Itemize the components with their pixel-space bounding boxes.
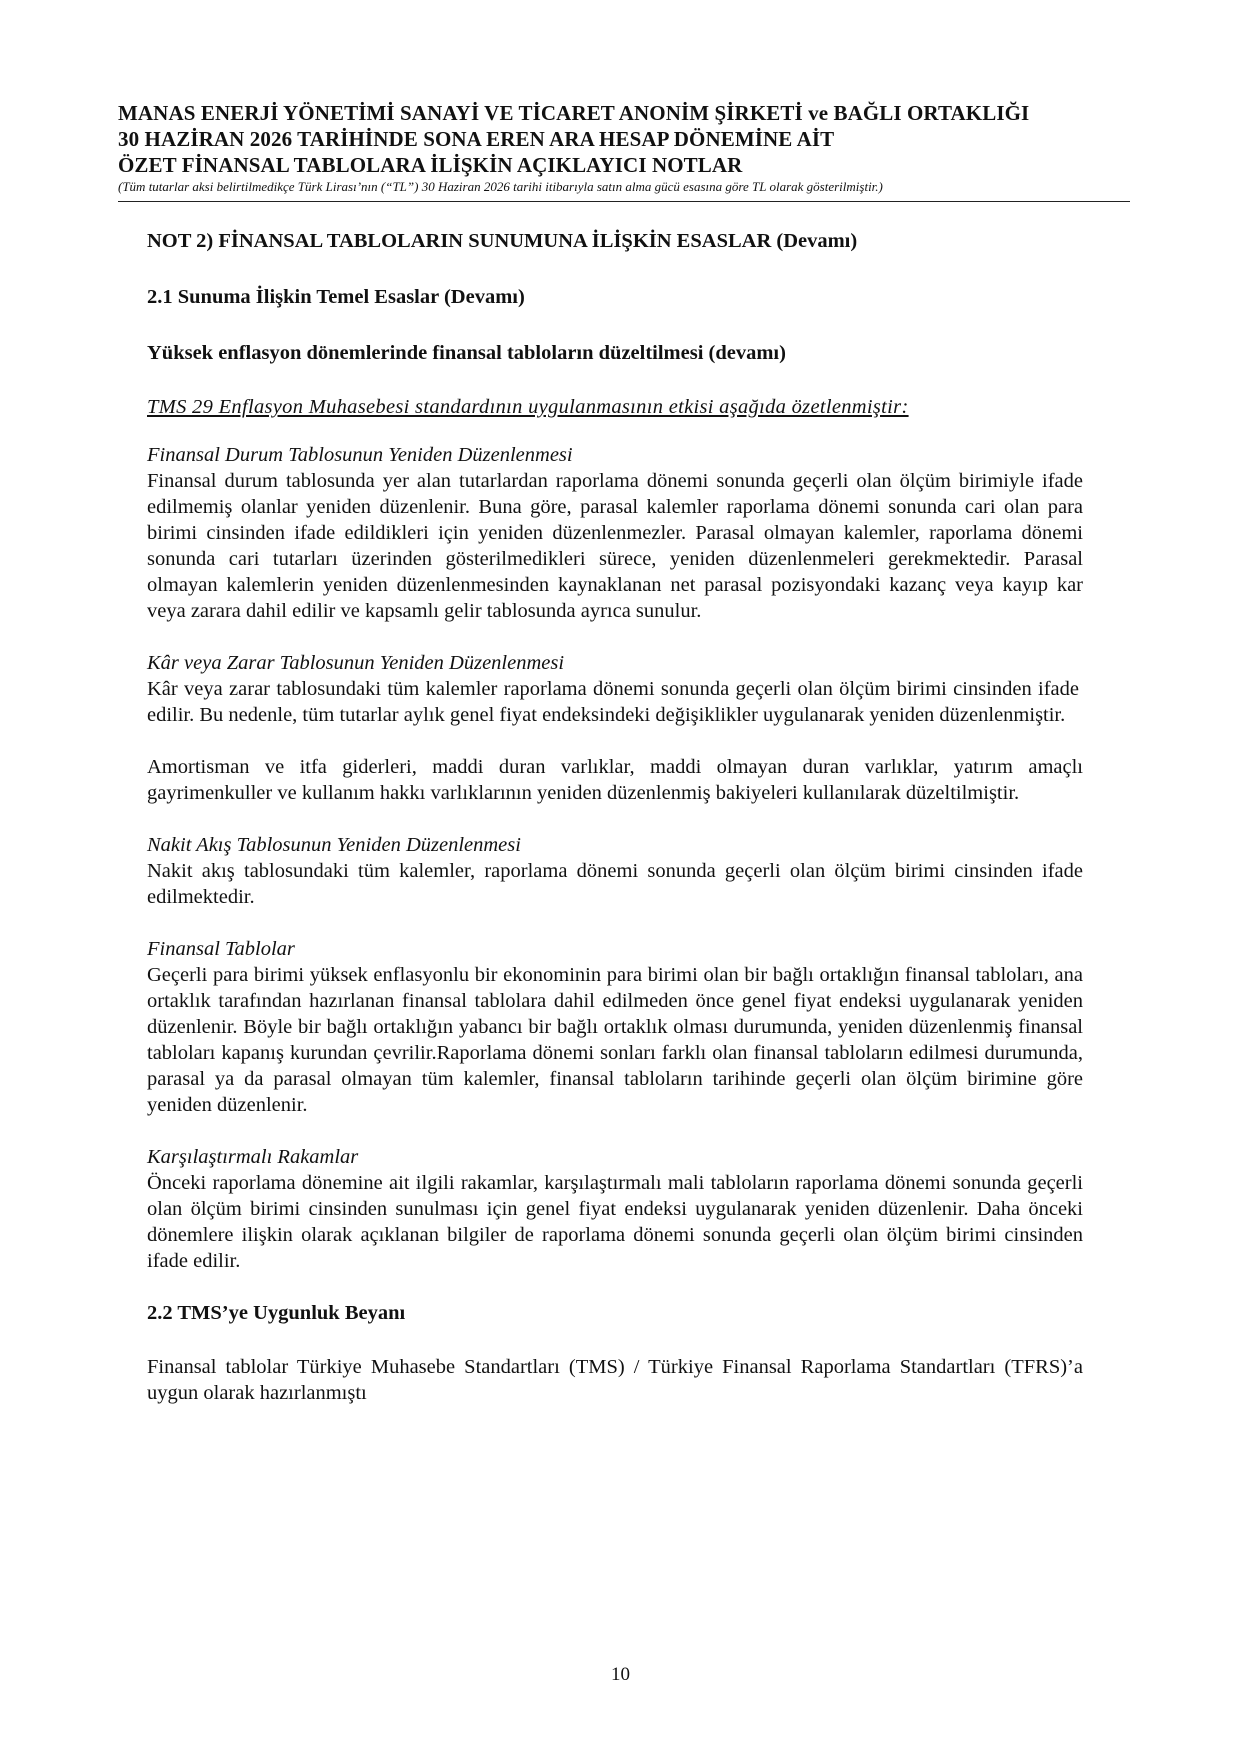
notes-title: ÖZET FİNANSAL TABLOLARA İLİŞKİN AÇIKLAYICI NOTLAR: [118, 153, 743, 177]
comparatives-heading: Karşılaştırmalı Rakamlar: [147, 1146, 359, 1168]
page-header: [118, 100, 1128, 196]
cash-flow-heading: Nakit Akış Tablosunun Yeniden Düzenlenmesi: [147, 834, 521, 856]
depreciation-text: Amortisman ve itfa giderleri, maddi duran varlıklar, maddi olmayan duran varlıklar, yatırım amaçlı gayrimenkuller ve kullanım hakkı varlıklarının yeniden düzenlenmiş bakiyeleri kullanılarak düzeltilmiştir.: [147, 756, 1083, 804]
section-title: NOT 2) FİNANSAL TABLOLARIN SUNUMUNA İLİŞKİN ESASLAR (Devamı): [147, 230, 858, 252]
cash-flow-text: Nakit akış tablosundaki tüm kalemler, raporlama dönemi sonunda geçerli olan ölçüm birimi cinsinden ifade edilmektedir.: [147, 860, 1083, 908]
period-title: 30 HAZİRAN 2026 TARİHİNDE SONA EREN ARA HESAP DÖNEMİNE AİT: [118, 127, 835, 151]
company-title: MANAS ENERJİ YÖNETİMİ SANAYİ VE TİCARET ANONİM ŞİRKETİ ve BAĞLI ORTAKLIĞI: [118, 101, 1030, 125]
profit-loss-text: Kâr veya zarar tablosundaki tüm kalemler raporlama dönemi sonunda geçerli olan ölçüm birimi cinsinden ifade edilir. Bu nedenle, tüm tutarlar aylık genel fiyat endeksindeki değişiklikler uygulanarak yeniden düzenlenmiştir.: [147, 678, 1079, 726]
profit-loss-heading: Kâr veya Zarar Tablosunun Yeniden Düzenlenmesi: [147, 652, 565, 674]
intro-heading: TMS 29 Enflasyon Muhasebesi standardının uygulanmasının etkisi aşağıda özetlenmiştir:: [147, 396, 909, 418]
compliance-heading: 2.2 TMS’ye Uygunluk Beyanı: [147, 1302, 406, 1324]
subsection-title: 2.1 Sunuma İlişkin Temel Esaslar (Devamı): [147, 286, 525, 308]
financial-statements-text: Geçerli para birimi yüksek enflasyonlu bir ekonominin para birimi olan bir bağlı ortaklığın finansal tabloları, ana ortaklık tarafından hazırlanan finansal tablolara dahil edilmeden önce genel fiyat endeksi uygulanarak yeniden düzenlenir. Böyle bir bağlı ortaklığın yabancı bir bağlı ortaklık olması durumunda, yeniden düzenlenmiş finansal tabloları kapanış kurundan çevrilir.Raporlama dönemi sonları farklı olan finansal tabloların edilmesi durumunda, parasal ya da parasal olmayan tüm kalemler, finansal tabloların tarihinde geçerli olan ölçüm birimine göre yeniden düzenlenir.: [147, 964, 1083, 1116]
currency-note: (Tüm tutarlar aksi belirtilmedikçe Türk Lirası’nın (“TL”) 30 Haziran 2026 tarihi itibarıyla satın alma gücü esasına göre TL olarak gösterilmiştir.): [118, 179, 883, 194]
financial-position-text: Finansal durum tablosunda yer alan tutarlardan raporlama dönemi sonunda geçerli olan ölçüm birimiyle ifade edilmemiş olanlar yeniden düzenlenir. Buna göre, parasal kalemler raporlama dönemi sonunda cari olan para birimi cinsinden ifade edildikleri için yeniden düzenlenmezler. Parasal olmayan kalemler, raporlama dönemi sonunda cari tutarları üzerinden gösterilmedikleri sürece, yeniden düzenlenmeleri gerekmektedir. Parasal olmayan kalemlerin yeniden düzenlenmesinden kaynaklanan net parasal pozisyondaki kazanç veya kayıp kar veya zarara dahil edilir ve kapsamlı gelir tablosunda ayrıca sunulur.: [147, 470, 1083, 622]
main-content: [147, 228, 1083, 1406]
compliance-text: Finansal tablolar Türkiye Muhasebe Standartları (TMS) / Türkiye Finansal Raporlama Standartları (TFRS)’a uygun olarak hazırlanmıştı: [147, 1356, 1083, 1404]
financial-statements-heading: Finansal Tablolar: [147, 938, 295, 960]
topic-title: Yüksek enflasyon dönemlerinde finansal tabloların düzeltilmesi (devamı): [147, 342, 786, 364]
page-number: 10: [611, 1664, 630, 1685]
comparatives-text: Önceki raporlama dönemine ait ilgili rakamlar, karşılaştırmalı mali tabloların raporlama dönemi sonunda geçerli olan ölçüm birimi cinsinden sunulması için genel fiyat endeksi uygulanarak yeniden düzenlenir. Daha önceki dönemlere ilişkin olarak açıklanan bilgiler de raporlama dönemi sonunda geçerli olan ölçüm birimi cinsinden ifade edilir.: [147, 1172, 1083, 1272]
header-divider: [118, 201, 1130, 202]
financial-position-heading: Finansal Durum Tablosunun Yeniden Düzenlenmesi: [147, 444, 573, 466]
